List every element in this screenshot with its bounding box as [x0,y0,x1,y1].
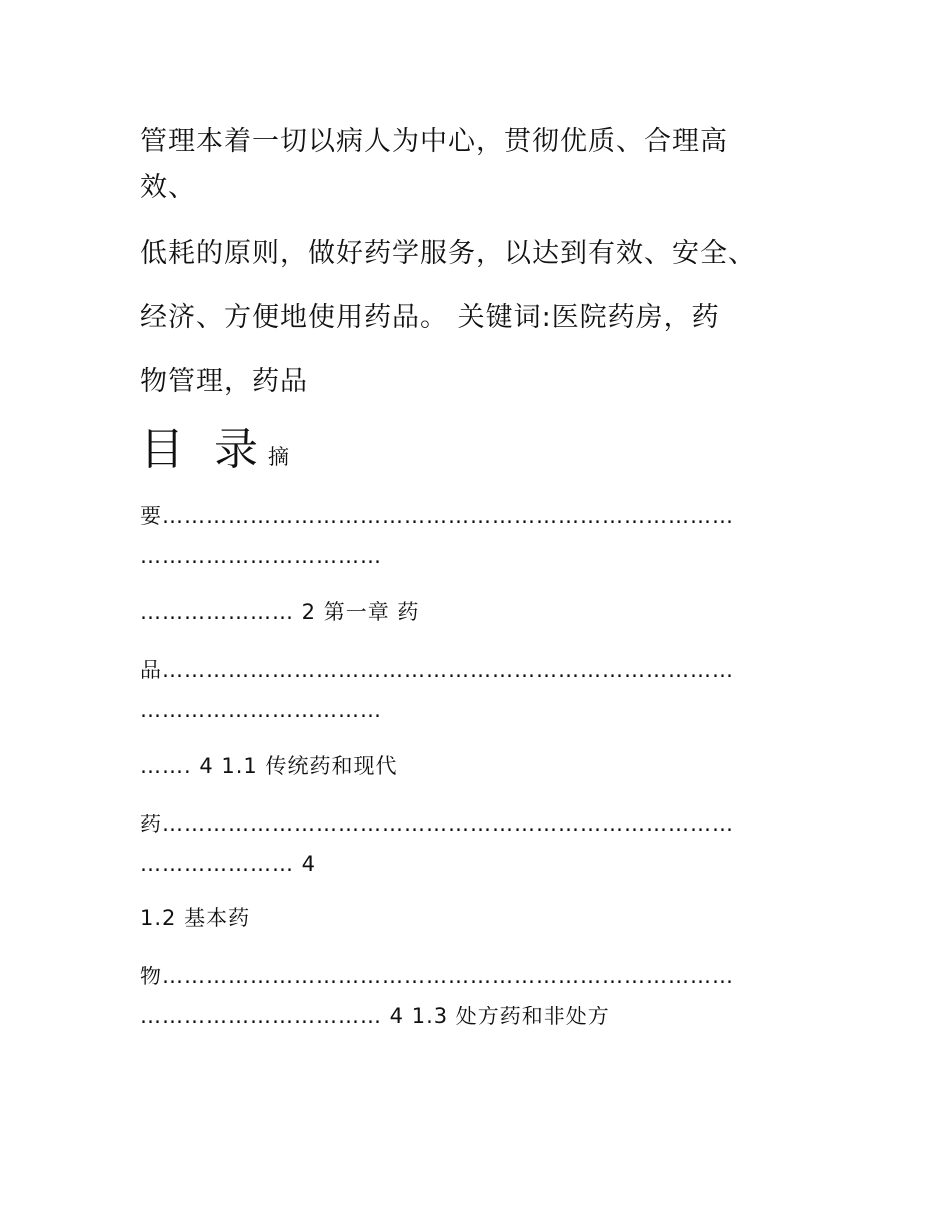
toc-entry-1-1[interactable]: ……. 4 1.1 传统药和现代 [140,754,398,778]
toc-title: 目 录 [140,424,266,475]
abstract-line-5: 物管理，药品 [140,366,308,397]
abstract-line-4: 经济、方便地使用药品。 关键词:医院药房，药 [140,302,720,333]
toc-entry-drugs[interactable]: 品…………………………………………………………………… [140,660,734,681]
toc-entry-chapter1[interactable]: ………………… 2 第一章 药 [140,600,420,624]
toc-heading [140,424,289,475]
abstract-line-1: 管理本着一切以病人为中心，贯彻优质、合理高 [140,126,728,157]
toc-entry-drugs-dots: …………………………… [140,700,382,721]
toc-entry-abstract-dots: …………………………… [140,546,382,567]
toc-entry-1-1-page: ………………… 4 [140,854,317,875]
toc-entry-1-2-cont[interactable]: 物…………………………………………………………………… [140,966,734,987]
toc-title-tail: 摘 [268,445,289,469]
toc-entry-1-2[interactable]: 1.2 基本药 [140,906,251,930]
abstract-line-2: 效、 [140,172,196,203]
abstract-line-3: 低耗的原则，做好药学服务，以达到有效、安全、 [140,238,756,269]
toc-entry-abstract[interactable]: 要…………………………………………………………………… [140,506,734,527]
toc-entry-1-1-cont[interactable]: 药…………………………………………………………………… [140,814,734,835]
toc-entry-1-3[interactable]: …………………………… 4 1.3 处方药和非处方 [140,1006,610,1027]
